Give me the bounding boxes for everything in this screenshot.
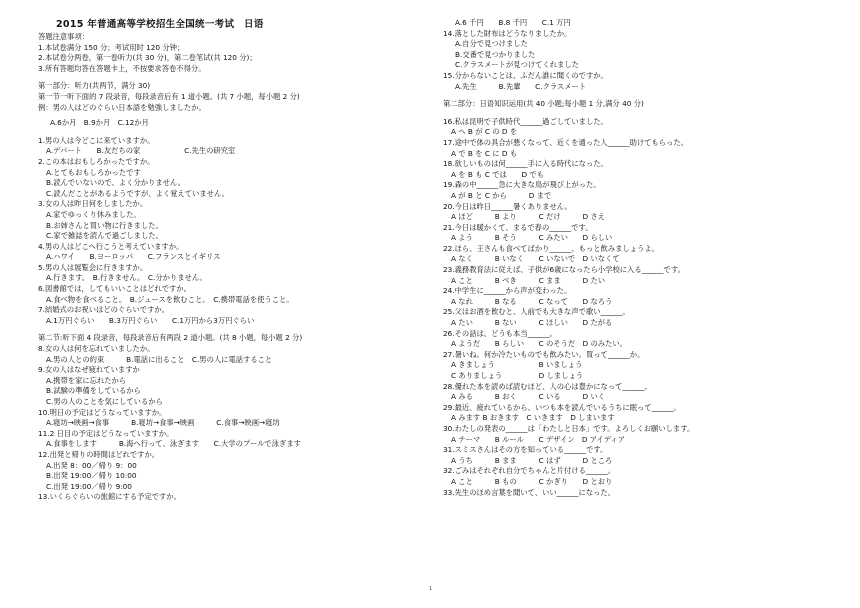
spacer bbox=[443, 92, 843, 99]
text-line: 29.最近、疲れているから、いつも本を読んでいるうちに眠って______。 bbox=[443, 402, 681, 412]
text-line: A で B を C に D も bbox=[451, 148, 518, 158]
text-line: 第一部分：听力(共两节，满分 30) bbox=[38, 81, 151, 91]
text-line: 16.私は昆明で子供時代______過ごしていました。 bbox=[443, 116, 608, 126]
text-line: A.自分で見つけました bbox=[455, 39, 528, 49]
text-line: B.お姉さんと買い物に行きました。 bbox=[46, 220, 163, 230]
text-line: 33.先生のほめ言葉を聞いて、いい______になった。 bbox=[443, 487, 615, 497]
text-line: A みる B おく C いる D いく bbox=[451, 392, 606, 402]
text-line: A きましょう B いましょう bbox=[451, 360, 583, 370]
text-line: A.6か月 B.9か月 C.12か月 bbox=[50, 118, 149, 128]
text-line: 14.落とした財布はどうなりましたか。 bbox=[443, 28, 572, 38]
text-line: 答题注意事项： bbox=[38, 32, 90, 41]
text-line: 第二节:听下面 4 段录音，每段录音后有两段 2 道小题。(共 8 小题，每小题 2 分) bbox=[38, 333, 303, 343]
text-line: 21.今日は暖かくて、まるで春の______です。 bbox=[443, 222, 593, 232]
text-line: 10.明日の予定はどうなっていますか。 bbox=[38, 407, 167, 417]
text-line: 25.父はお酒を飲むと、人前でも大きな声で歌い______。 bbox=[443, 307, 630, 317]
text-line: A なれ B なる C なって D なろう bbox=[451, 296, 613, 306]
text-line: 3.女の人は昨日何をしましたか。 bbox=[38, 199, 148, 209]
text-line: 8.女の人は何を忘れていましたか。 bbox=[38, 344, 155, 354]
text-line: 6.図書館では，してもいいことはどれですか。 bbox=[38, 284, 191, 294]
text-line: 例：男の人はどのぐらい日本語を勉強しましたか。 bbox=[38, 102, 206, 112]
text-line: 20.今日は昨日______暑くありません。 bbox=[443, 201, 572, 211]
text-line: 22.ほら、王さんも食べてばかり______、もっと飲みましょうよ。 bbox=[443, 243, 659, 253]
text-line: B.出発 19:00／帰り 10:00 bbox=[46, 471, 137, 481]
text-line: 27.暑いね。何か冷たいものでも飲みたい。買って______か。 bbox=[443, 349, 645, 359]
text-line: 32.ごみはそれぞれ自分でちゃんと片付ける______。 bbox=[443, 466, 616, 476]
spacer bbox=[38, 129, 430, 136]
text-line: 12.出発と帰りの時間はどれですか。 bbox=[38, 449, 160, 459]
text-line: A ようだ B らしい C のそうだ D のみたい。 bbox=[451, 339, 627, 349]
text-line: C.男の人のことを気にしているから bbox=[46, 397, 163, 406]
text-line: B.交番で見つかりました bbox=[455, 49, 536, 59]
text-line: A.1万円ぐらい B.3万円ぐらい C.1万円から3万円ぐらい bbox=[46, 315, 255, 325]
text-line: A なく B いなく C いないで D いなくて bbox=[451, 254, 620, 264]
text-line: C.クラスメートが見つけてくれました bbox=[455, 60, 579, 70]
exam-title: 2015 年普通高等学校招生全国统一考试 日语 bbox=[56, 19, 264, 30]
text-line: A.家でゆっくり休みました。 bbox=[46, 209, 141, 219]
text-line: 2.この本はおもしろかったですか。 bbox=[38, 156, 155, 166]
text-line: A.食べ物を食べること。 B.ジュースを飲むこと。 C.携帯電話を使うこと。 bbox=[46, 294, 294, 304]
text-line: A こと B もの C かぎり D とおり bbox=[451, 476, 613, 486]
text-line: 11.2 日目の予定はどうなっていますか。 bbox=[38, 428, 174, 438]
text-line: B.読んでいないので、よく分かりません。 bbox=[46, 178, 185, 188]
page-number: 1 bbox=[429, 586, 433, 592]
text-line: A.先生 B.先輩 C.クラスメート bbox=[455, 81, 587, 91]
text-line: A.デパート B.友だちの家 C.先生の研究室 bbox=[46, 146, 236, 156]
text-line: 3.所有答题均答在答题卡上，不按要求答卷不得分。 bbox=[38, 63, 206, 73]
text-line: 26.その話は、どうも本当______。 bbox=[443, 328, 557, 338]
text-line: A を B も C では D でも bbox=[451, 169, 545, 179]
text-line: 第一节一听下面的 7 段录音，每段录音后有 1 道小题。(共 7 小题，每小题 2 分) bbox=[38, 91, 300, 101]
text-line: 19.森の中______急に大きな鳥が飛び上がった。 bbox=[443, 180, 601, 190]
spacer bbox=[38, 326, 430, 333]
spacer bbox=[38, 74, 430, 81]
text-line: A.とてもおもしろかったです bbox=[46, 167, 141, 177]
text-line: 31.スミスさんはその方を知っている______です。 bbox=[443, 445, 608, 455]
text-line: A たい B ない C ほしい D たがる bbox=[451, 318, 613, 328]
text-line: A うち B まま C はず D ところ bbox=[451, 455, 613, 465]
text-line: A が B と C から D まで bbox=[451, 190, 552, 200]
text-line: C.読んだことがあるようですが、よく覚えていません。 bbox=[46, 188, 229, 198]
text-line: A ほど B より C だけ D さえ bbox=[451, 212, 606, 222]
text-line: 17.途中で体の具合が悪くなって、近くを通った人______助けてもらった。 bbox=[443, 137, 688, 147]
text-line: 1.男の人は今どこに来ていますか。 bbox=[38, 135, 155, 145]
text-line: A へ B が C の D を bbox=[451, 127, 518, 137]
text-line: A.行きます。 B.行きません。 C.分かりません。 bbox=[46, 273, 207, 283]
text-line: A.6 千円 B.8 千円 C.1 万円 bbox=[455, 18, 571, 27]
text-line: A.男の人との約束 B.電話に出ること C.男の人に電話すること bbox=[46, 354, 273, 364]
text-line: 13.いくらぐらいの旅館にする予定ですか。 bbox=[38, 492, 181, 502]
text-line: A.出発 8：00／帰り 9：00 bbox=[46, 460, 137, 470]
text-line: 5.男の人は展覧会に行きますか。 bbox=[38, 262, 148, 272]
text-line: 28.優れた本を読めば読むほど、人の心は豊かになって______。 bbox=[443, 381, 652, 391]
text-line: 第二部分：日语知识运用(共 40 小题;每小题 1 分,满分 40 分) bbox=[443, 99, 644, 109]
text-line: A.食事をします B.海へ行って、泳ぎます C.大学のプールで泳ぎます bbox=[46, 439, 301, 449]
text-line: 15.分からないことは、ふだん誰に聞くのですか。 bbox=[443, 70, 608, 80]
text-line: A こと B べき C まま D たい bbox=[451, 275, 606, 285]
text-line: B.試験の準備をしているから bbox=[46, 386, 141, 396]
text-line: C.家で雑誌を読んで過ごしました。 bbox=[46, 231, 163, 241]
text-line: 18.欲しいものは何______手に入る時代になった。 bbox=[443, 159, 608, 169]
text-line: 9.女の人はなぜ疲れていますか bbox=[38, 365, 140, 375]
text-line: 23.義務教育法に従えば、子供が6歳になったら小学校に入る______です。 bbox=[443, 265, 685, 275]
left-column bbox=[38, 18, 430, 503]
text-line: 30.わたしの発表の______は「わたしと日本」です。よろしくお願いします。 bbox=[443, 423, 695, 433]
text-line: 24.中学生に______から声が変わった。 bbox=[443, 286, 572, 296]
text-line: 4.男の人はどこへ行こうと考えていますか。 bbox=[38, 241, 184, 251]
text-line: C.出発 19:00／帰り 9:00 bbox=[46, 481, 132, 491]
text-line: A よう B そう C みたい D らしい bbox=[451, 233, 613, 243]
text-line: A テーマ B ルール C デザイン D アイディア bbox=[451, 434, 626, 444]
text-line: A.寝坊→映画→食事 B.寝坊→食事→映画 C.食事→映画→寝坊 bbox=[46, 418, 280, 428]
text-line: C ありましょう D しましょう bbox=[451, 371, 584, 380]
right-column bbox=[443, 18, 843, 498]
text-line: 2.本试卷分两卷，第一卷听力(共 30 分)，第二卷笔试(共 120 分)； bbox=[38, 53, 257, 63]
text-line: 1.本试卷满分 150 分；考试用时 120 分钟； bbox=[38, 42, 185, 52]
text-line: A みます B おきます C いきます D しまいます bbox=[451, 413, 615, 423]
text-line: A.ハワイ B.ヨーロッパ C.フランスとイギリス bbox=[46, 252, 221, 262]
spacer bbox=[443, 110, 843, 117]
text-line: A.携帯を家に忘れたから bbox=[46, 375, 127, 385]
text-line: 7.結婚式のお祝いはどのぐらいですか。 bbox=[38, 305, 170, 315]
